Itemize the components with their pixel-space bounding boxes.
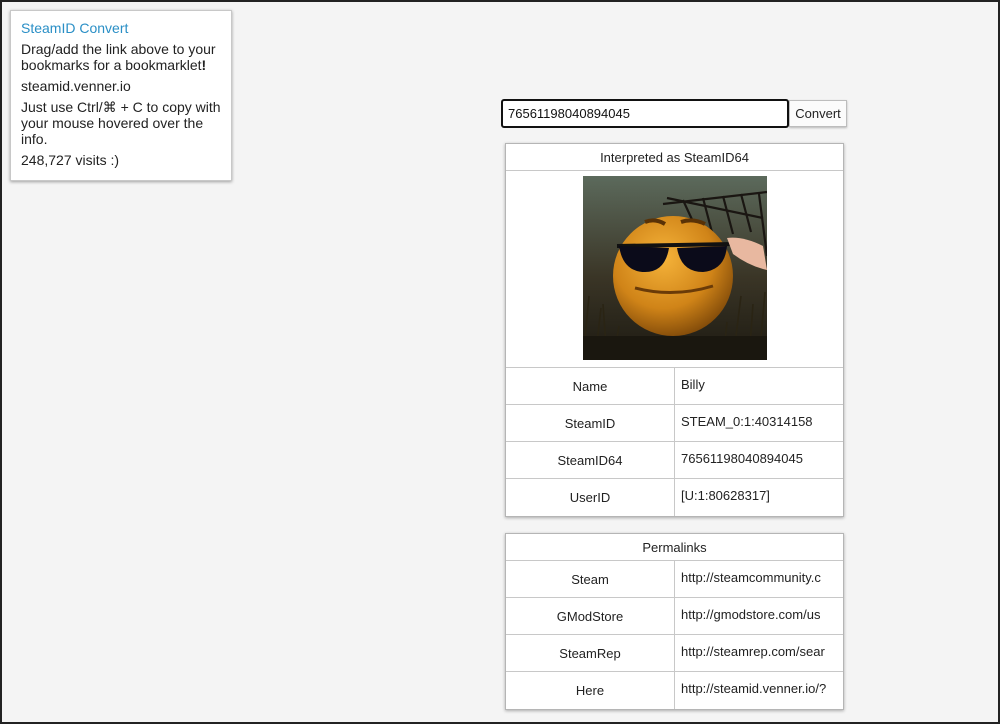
row-value[interactable]: [U:1:80628317] [681, 488, 770, 503]
table-row [506, 405, 843, 442]
bookmark-text: Drag/add the link above to your bookmarks for a bookmarklet [21, 41, 216, 73]
row-key: Name [506, 368, 675, 404]
row-key: SteamID [506, 405, 675, 441]
gmodstore-permalink[interactable]: http://gmodstore.com/us [681, 607, 821, 622]
row-key: Steam [506, 561, 675, 597]
table-row [506, 672, 843, 709]
permalinks-panel-header: Permalinks [506, 534, 843, 561]
table-row [506, 442, 843, 479]
row-key: SteamID64 [506, 442, 675, 478]
bookmark-instructions [21, 41, 221, 73]
copy-hint: Just use Ctrl/⌘ + C to copy with your mouse hovered over the info. [21, 99, 221, 147]
row-key: SteamRep [506, 635, 675, 671]
sunglasses-smiley-avatar-icon [583, 176, 767, 360]
table-row [506, 598, 843, 635]
info-card [10, 10, 232, 181]
row-value [675, 635, 843, 671]
table-row [506, 479, 843, 516]
bookmark-exclaim: ! [201, 57, 207, 73]
visit-count: 248,727 visits :) [21, 152, 120, 168]
row-value [675, 598, 843, 634]
profile-panel-header: Interpreted as SteamID64 [506, 144, 843, 171]
row-value[interactable]: 76561198040894045 [681, 451, 803, 466]
bookmarklet-link[interactable]: SteamID Convert [21, 20, 129, 36]
row-key: UserID [506, 479, 675, 516]
steamid-input[interactable] [501, 99, 789, 128]
avatar [583, 176, 767, 360]
convert-button[interactable]: Convert [789, 100, 847, 127]
row-value[interactable]: STEAM_0:1:40314158 [681, 414, 813, 429]
steamrep-permalink[interactable]: http://steamrep.com/sear [681, 644, 825, 659]
row-value[interactable]: Billy [681, 377, 705, 392]
row-value [675, 672, 843, 709]
row-key: GModStore [506, 598, 675, 634]
table-row [506, 635, 843, 672]
avatar-cell [506, 171, 843, 368]
permalinks-panel [505, 533, 844, 710]
table-row [506, 561, 843, 598]
table-row [506, 368, 843, 405]
row-value [675, 561, 843, 597]
row-key: Here [506, 672, 675, 709]
here-permalink[interactable]: http://steamid.venner.io/? [681, 681, 827, 696]
profile-panel [505, 143, 844, 517]
steam-permalink[interactable]: http://steamcommunity.c [681, 570, 821, 585]
site-domain: steamid.venner.io [21, 78, 131, 94]
